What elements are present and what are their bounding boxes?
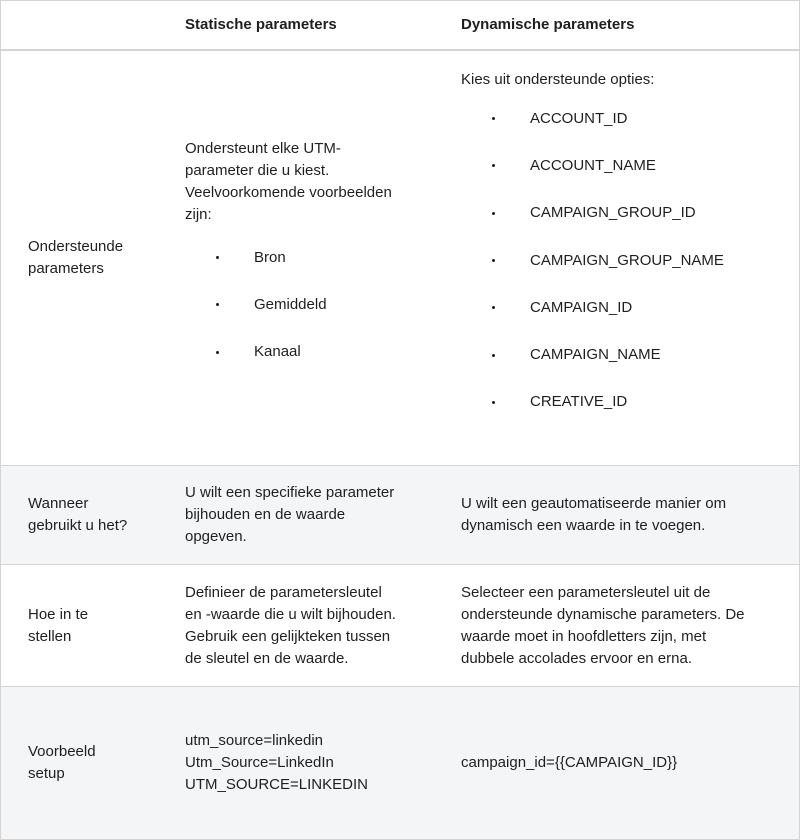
list-item [461,331,781,378]
list-item [185,281,425,328]
static-text-line: opgeven. [185,528,247,545]
list-item [461,95,781,142]
list-item [185,234,425,281]
static-cell [185,565,425,686]
list-item [461,284,781,331]
row-label [28,51,168,465]
static-intro-line: parameter die u kiest. [185,162,330,180]
dynamic-text-line: U wilt een geautomatiseerde manier om [461,495,727,512]
static-text-line: bijhouden en de waarde [185,506,346,523]
row-label-line: Voorbeeld [28,743,96,760]
dynamic-intro: Kies uit ondersteunde opties: [461,71,655,88]
row-label-line: Wanneer [28,495,89,512]
static-cell [185,466,425,564]
dynamic-cell [461,51,781,465]
table-row-when-to-use [1,466,799,565]
list-item-text: CAMPAIGN_GROUP_ID [530,204,696,222]
static-examples-list [185,234,425,376]
list-item [461,237,781,284]
static-text-line: U wilt een specifieke parameter [185,484,395,501]
list-item-text: CREATIVE_ID [530,393,628,411]
bullet-icon [492,354,495,357]
static-text-line: Definieer de parametersleutel [185,583,382,601]
list-item-text: CAMPAIGN_NAME [530,346,661,364]
bullet-icon [492,306,495,309]
dynamic-example-line: campaign_id={{CAMPAIGN_ID}} [461,754,678,771]
dynamic-text-line: waarde moet in hoofdletters zijn, met [461,627,707,645]
row-label-line: parameters [28,260,104,277]
list-item-text: Gemiddeld [254,295,327,313]
list-item-text: ACCOUNT_NAME [530,156,656,174]
list-item-text: Bron [254,248,286,266]
static-example-line: UTM_SOURCE=LINKEDIN [185,776,368,793]
static-cell [185,687,425,839]
static-text-line: en -waarde die u wilt bijhouden. [185,605,396,623]
table-header-row [1,1,799,51]
list-item-text: CAMPAIGN_ID [530,298,633,316]
bullet-icon [492,259,495,262]
static-text-line: de sleutel en de waarde. [185,649,349,667]
bullet-icon [216,256,219,259]
list-item [461,190,781,237]
bullet-icon [216,351,219,354]
table-row-how-to-set-up [1,565,799,687]
row-label-line: stellen [28,627,72,645]
static-example-line: utm_source=linkedin [185,732,323,749]
row-label [28,466,168,564]
dynamic-cell [461,565,781,686]
table-row-supported-parameters [1,51,799,466]
dynamic-text-line: ondersteunde dynamische parameters. De [461,605,745,623]
bullet-icon [492,212,495,215]
static-intro-line: Veelvoorkomende voorbeelden [185,184,392,202]
bullet-icon [492,164,495,167]
dynamic-text-line: dubbele accolades ervoor en erna. [461,649,692,667]
list-item-text: ACCOUNT_ID [530,109,628,127]
dynamic-text-line: Selecteer een parametersleutel uit de [461,583,711,601]
bullet-icon [216,303,219,306]
header-cell-empty [28,1,168,49]
dynamic-cell [461,687,781,839]
static-intro-line: zijn: [185,206,212,224]
row-label-line: setup [28,765,65,782]
list-item [185,329,425,376]
dynamic-options-list [461,95,781,426]
list-item-text: Kanaal [254,343,301,361]
row-label-line: Ondersteunde [28,238,124,255]
list-item [461,379,781,426]
table-row-example-setup [1,687,799,839]
static-intro-line: Ondersteunt elke UTM- [185,140,341,158]
static-text-line: Gebruik een gelijkteken tussen [185,627,391,645]
static-example-line: Utm_Source=LinkedIn [185,754,334,771]
row-label [28,687,168,839]
header-dynamic-parameters: Dynamische parameters [461,16,635,33]
row-label-line: gebruikt u het? [28,517,128,534]
static-cell [185,51,425,465]
bullet-icon [492,401,495,404]
list-item-text: CAMPAIGN_GROUP_NAME [530,251,724,269]
bullet-icon [492,117,495,120]
row-label-line: Hoe in te [28,605,89,623]
dynamic-cell [461,466,781,564]
header-static-parameters: Statische parameters [185,16,337,33]
list-item [461,142,781,189]
row-label [28,565,168,686]
dynamic-text-line: dynamisch een waarde in te voegen. [461,517,706,534]
